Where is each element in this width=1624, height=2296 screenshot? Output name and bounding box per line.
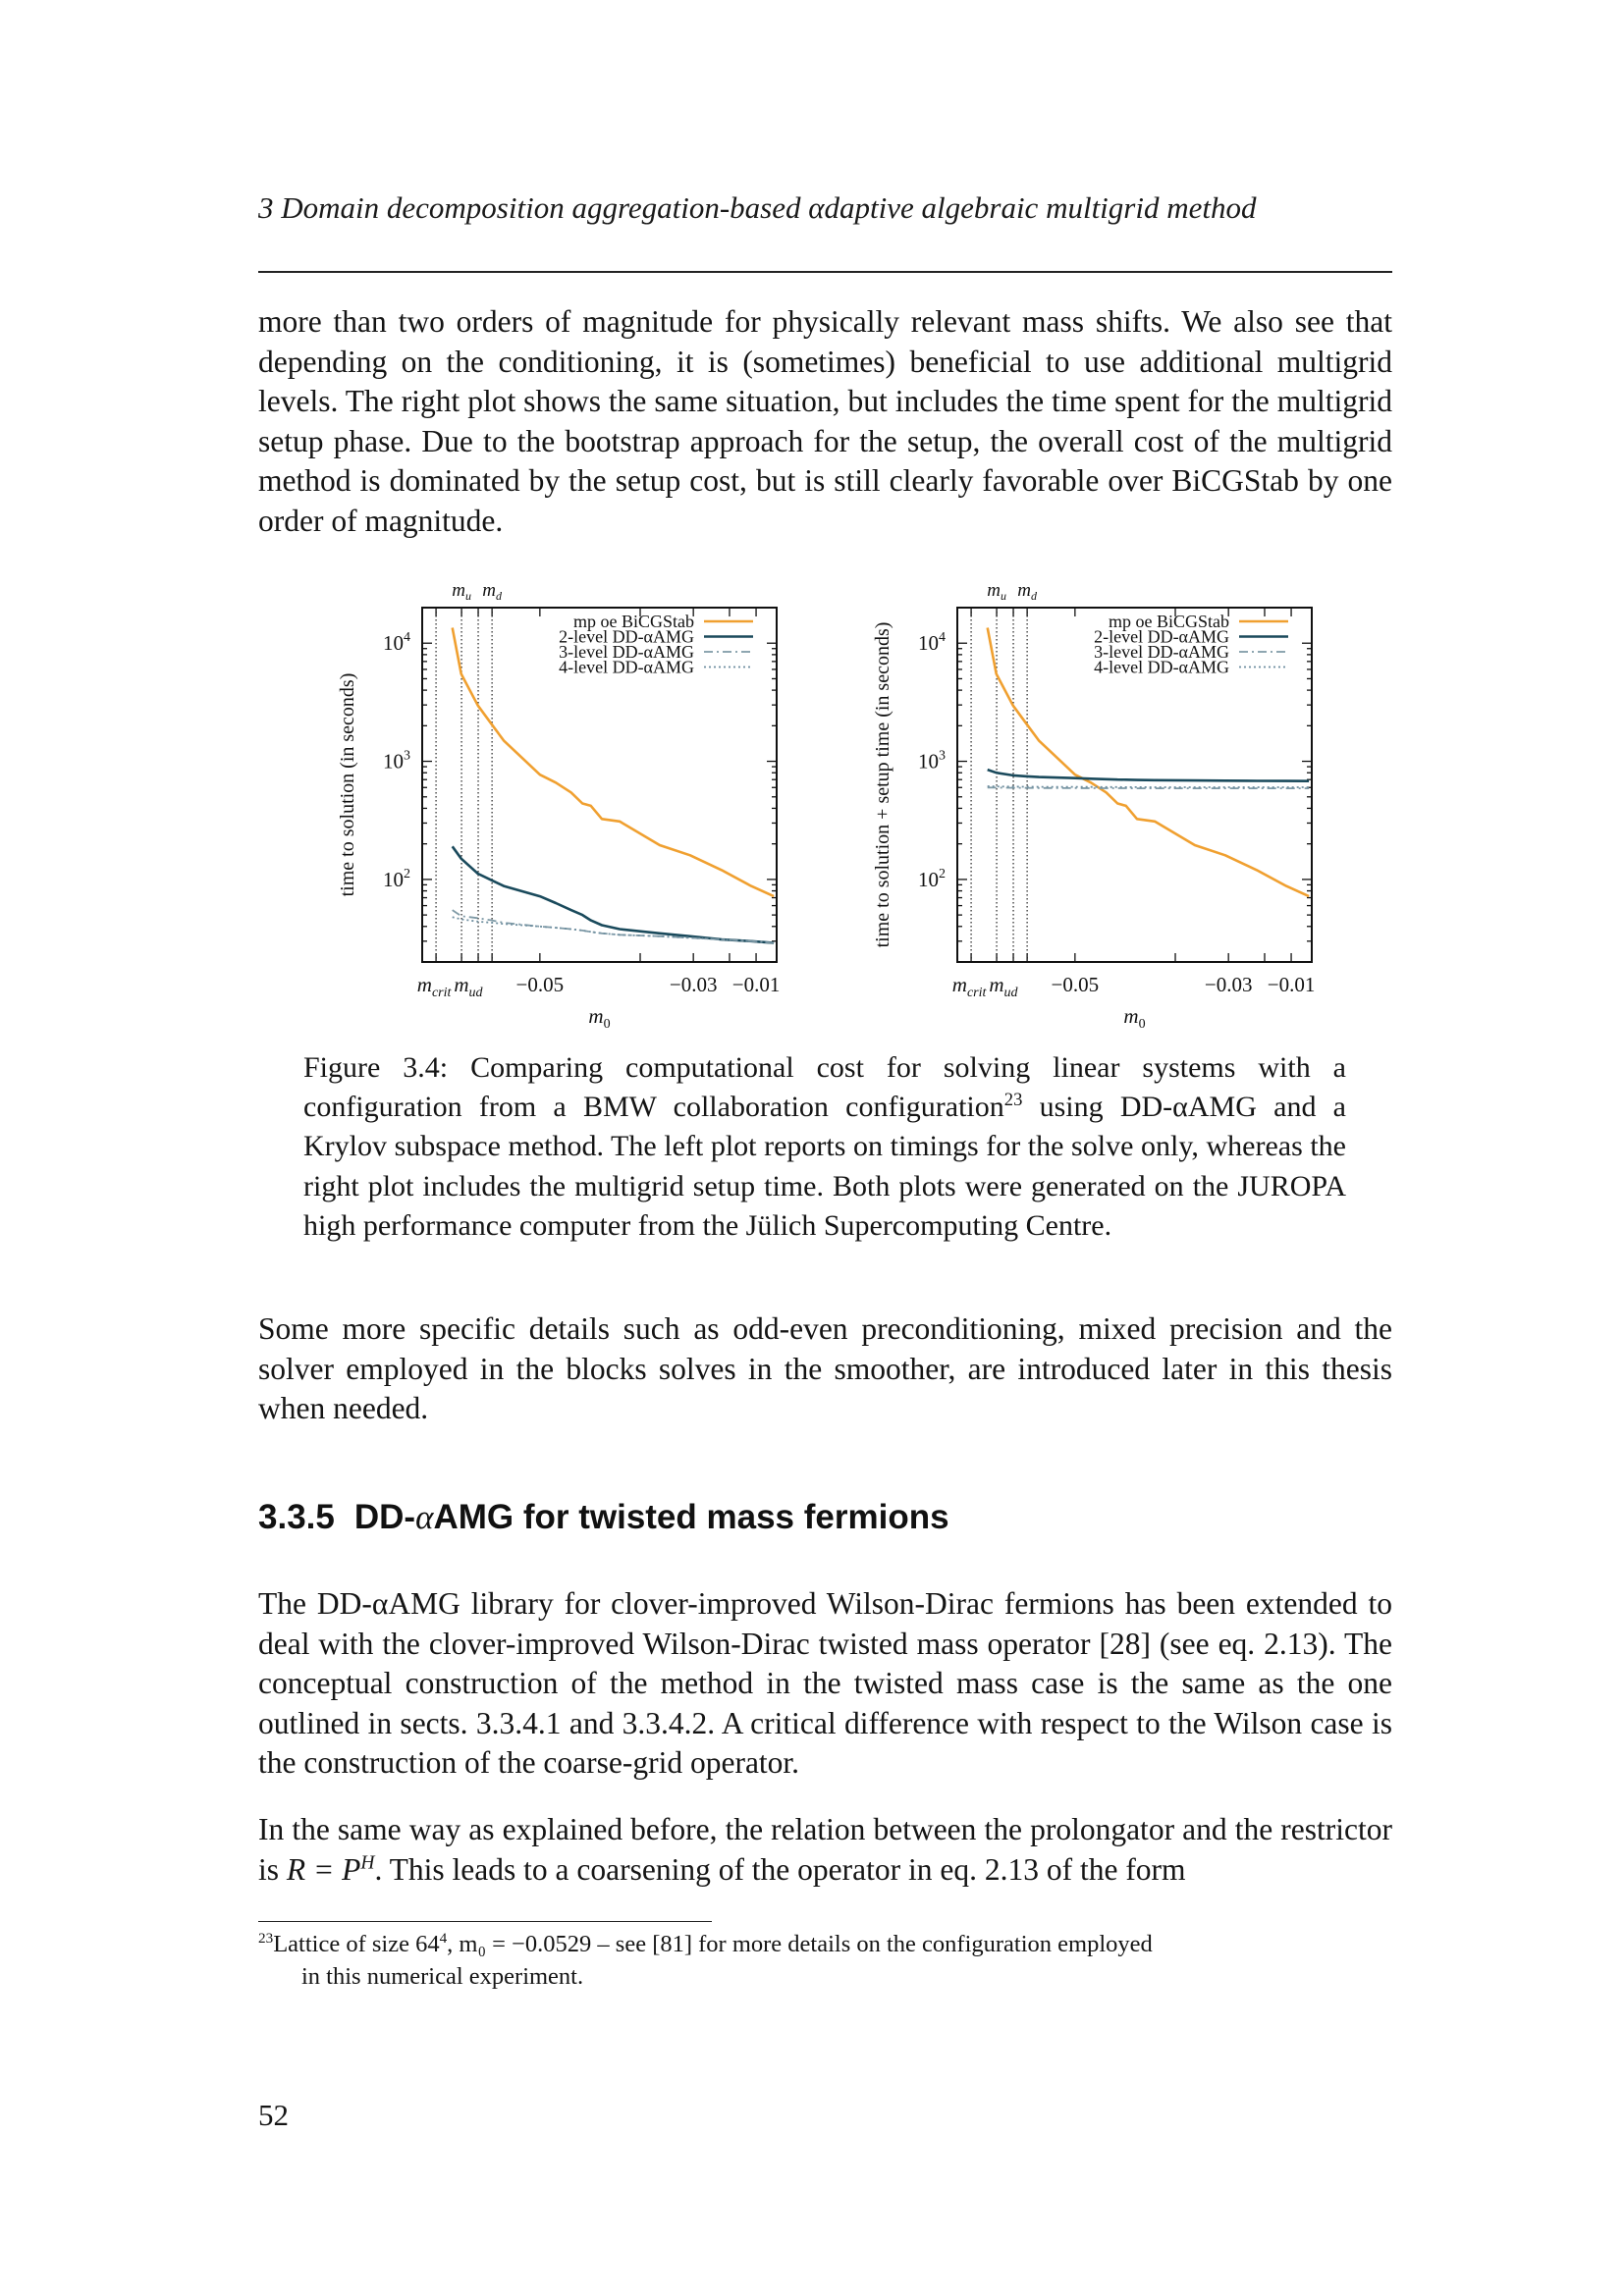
legend-label: mp oe BiCGStab [1108, 612, 1229, 631]
page-number: 52 [258, 2098, 289, 2132]
legend-label: 2-level DD-αAMG [559, 626, 694, 647]
x-tick-label: −0.01 [731, 973, 781, 996]
y-tick-label: $10^4$ [383, 630, 410, 656]
x-tick-label: −0.05 [1051, 973, 1100, 996]
y-tick-label: $10^2$ [383, 866, 410, 891]
math-inline: R = P [286, 1851, 361, 1887]
paragraph-intro: more than two orders of magnitude for physically relevant mass shifts. We also see that depending on the conditioning, it is (sometimes) beneficial to use additional multigrid levels. The right plot shows the same situation, but includes the time spent for the multigrid setup phase. Due to the bootstrap approach for the setup, the overall cost of the multigrid method is dominated by the setup cost, but is still clearly favorable over BiCGStab by one order of magnitude. [258, 304, 1392, 538]
y-tick-label: $10^3$ [918, 748, 946, 774]
section-heading: 3.3.5 DD-αAMG for twisted mass fermions [258, 1498, 949, 1536]
x-tick-label: $m_{crit}$ [416, 973, 452, 1000]
x-tick-label: −0.01 [1267, 973, 1316, 996]
figure-caption: Figure 3.4: Comparing computational cost for solving linear systems with a configuration from a BMW collaboration configuration$^{23}$ using DD-αAMG and a Krylov subspace method. The left plot reports on timings for the solve only, whereas the right plot includes the multigrid setup time. Both plots were generated on the JUROPA high performance computer from the Jülich Supercomputing Centre. [303, 1051, 1346, 1242]
legend-label: 3-level DD-αAMG [559, 642, 694, 662]
y-tick-label: $10^2$ [918, 866, 946, 891]
header-rule [258, 271, 1392, 273]
x-tick-label: −0.03 [669, 973, 718, 996]
series-line [988, 786, 1309, 787]
y-axis-label: time to solution (in seconds) [337, 672, 358, 897]
top-annotation: $m_u$ [987, 580, 1006, 603]
y-axis-label: time to solution + setup time (in seconds) [872, 621, 893, 948]
legend-label: 4-level DD-αAMG [559, 657, 694, 677]
x-tick-label: $m_{crit}$ [951, 973, 987, 1000]
series-line [988, 787, 1309, 788]
x-tick-label: −0.05 [515, 973, 565, 996]
top-annotation: $m_d$ [482, 580, 502, 603]
x-axis-label: $m_0$ [1123, 1004, 1146, 1029]
x-tick-label: $m_{ud}$ [454, 973, 483, 1000]
y-tick-label: $10^3$ [383, 748, 410, 774]
plot-solve-plus-setup [872, 580, 1315, 1029]
figure-3-4 [334, 577, 1365, 1029]
footnote-23: $^{23}$Lattice of size $64^4$, m₀ = −0.0529 – see [81] for more details on the configuration employed in this numerical experiment. [258, 1929, 1153, 1990]
x-tick-label: $m_{ud}$ [989, 973, 1018, 1000]
top-annotation: $m_u$ [452, 580, 471, 603]
paragraph-details: Some more specific details such as odd-even preconditioning, mixed precision and the solver employed in the blocks solves in the smoother, are introduced later in this thesis when needed. [258, 1311, 1392, 1426]
running-head: 3 Domain decomposition aggregation-based αdaptive algebraic multigrid method [258, 190, 1257, 225]
paragraph-twisted-mass: The DD-αAMG library for clover-improved Wilson-Dirac fermions has been extended to deal with the clover-improved Wilson-Dirac twisted mass operator [28] (see eq. 2.13). The conceptual construction of the method in the twisted mass case is the same as the one outlined in sects. 3.3.4.1 and 3.3.4.2. A critical difference with respect to the Wilson case is the construction of the coarse-grid operator. [258, 1586, 1392, 1781]
legend-label: 4-level DD-αAMG [1094, 657, 1229, 677]
legend-label: mp oe BiCGStab [572, 612, 694, 631]
x-axis-label: $m_0$ [588, 1004, 611, 1029]
legend-label: 3-level DD-αAMG [1094, 642, 1229, 662]
legend-label: 2-level DD-αAMG [1094, 626, 1229, 647]
series-line [988, 770, 1309, 781]
y-tick-label: $10^4$ [918, 630, 946, 656]
footnote-ref[interactable]: 23 [1003, 1090, 1023, 1111]
paragraph-restrictor: In the same way as explained before, the relation between the prolongator and the restrictor is $R = P^H$. This leads to a coarsening of the operator in eq. 2.13 of the form [258, 1812, 1392, 1887]
top-annotation: $m_d$ [1017, 580, 1037, 603]
series-line [453, 846, 774, 942]
x-tick-label: −0.03 [1204, 973, 1253, 996]
footnote-rule [258, 1921, 712, 1922]
plot-solve-only [337, 580, 780, 1029]
